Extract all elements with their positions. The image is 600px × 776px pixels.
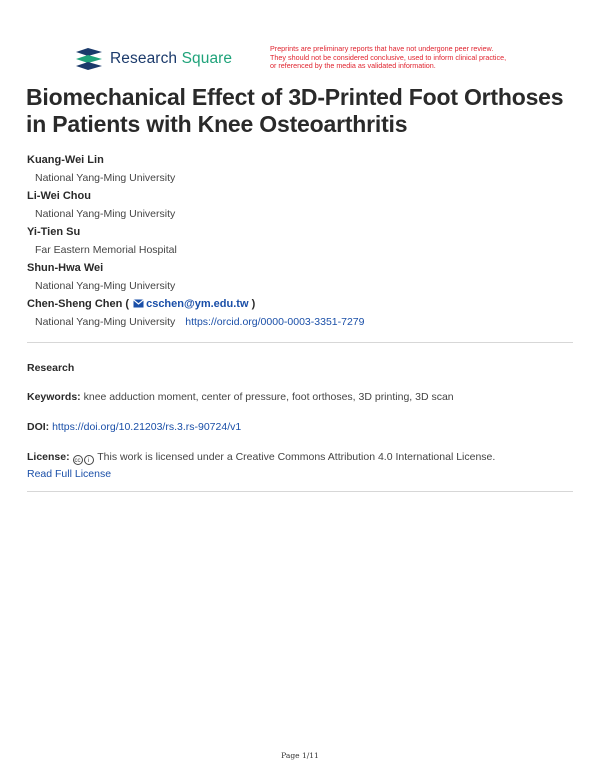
corresponding-author-entry [27,297,587,333]
author-name: Kuang-Wei Lin [27,154,104,166]
article-type: Research [27,362,75,374]
author-affiliation: National Yang-Ming University [35,172,176,184]
keywords-label: Keywords: [27,391,81,403]
corresponding-author-name-line [27,297,587,315]
read-full-license-link[interactable]: Read Full License [27,468,112,480]
logo-word-research: Research [110,50,178,67]
author-affiliation: Far Eastern Memorial Hospital [35,244,177,256]
author-entry [27,225,587,261]
author-name: Chen-Sheng Chen [27,298,123,310]
keywords-line [27,391,587,403]
author-name: Li-Wei Chou [27,190,91,202]
author-email-link[interactable]: cschen@ym.edu.tw [146,298,249,310]
envelope-icon [133,299,144,308]
author-affiliation: National Yang-Ming University [35,280,176,292]
paper-title-line: Biomechanical Effect of 3D-Printed Foot Orthoses [26,84,564,110]
logo-wordmark [110,50,232,68]
author-entry [27,261,587,297]
close-paren: ) [251,298,256,310]
research-square-logo[interactable] [74,46,232,72]
page-number: Page 1/11 [281,751,319,760]
open-paren: ( [125,298,130,310]
author-affiliation: National Yang-Ming University [35,316,176,328]
license-line [27,451,587,465]
license-label: License: [27,451,70,463]
cc-icon: cc [73,455,83,465]
paper-title-line: in Patients with Knee Osteoarthritis [26,111,408,137]
disclaimer-line: or referenced by the media as validated information. [270,61,436,71]
orcid-link[interactable]: https://orcid.org/0000-0003-3351-7279 [185,316,365,328]
author-affiliation: National Yang-Ming University [35,208,176,220]
author-entry [27,153,587,189]
author-affiliation-line [27,315,587,329]
author-entry [27,189,587,225]
disclaimer-line: Preprints are preliminary reports that have not undergone peer review. [270,44,494,53]
divider [27,491,573,492]
license-text: This work is licensed under a Creative Commons Attribution 4.0 International License. [97,451,496,463]
research-square-logo-icon [74,46,104,72]
author-name: Yi-Tien Su [27,226,81,238]
divider [27,342,573,343]
author-list [27,153,587,333]
cc-by-icon: i [84,455,94,465]
author-name: Shun-Hwa Wei [27,262,104,274]
disclaimer-line: They should not be considered conclusive, used to inform clinical practice, [270,52,507,62]
preprint-disclaimer [270,45,540,71]
logo-word-square: Square [181,50,233,67]
paper-title [26,84,586,138]
keywords-value: knee adduction moment, center of pressure, foot orthoses, 3D printing, 3D scan [83,391,454,403]
doi-label: DOI: [27,421,50,433]
doi-line [27,421,587,433]
license-link-line [27,468,587,480]
doi-link[interactable]: https://doi.org/10.21203/rs.3.rs-90724/v1 [52,421,242,433]
